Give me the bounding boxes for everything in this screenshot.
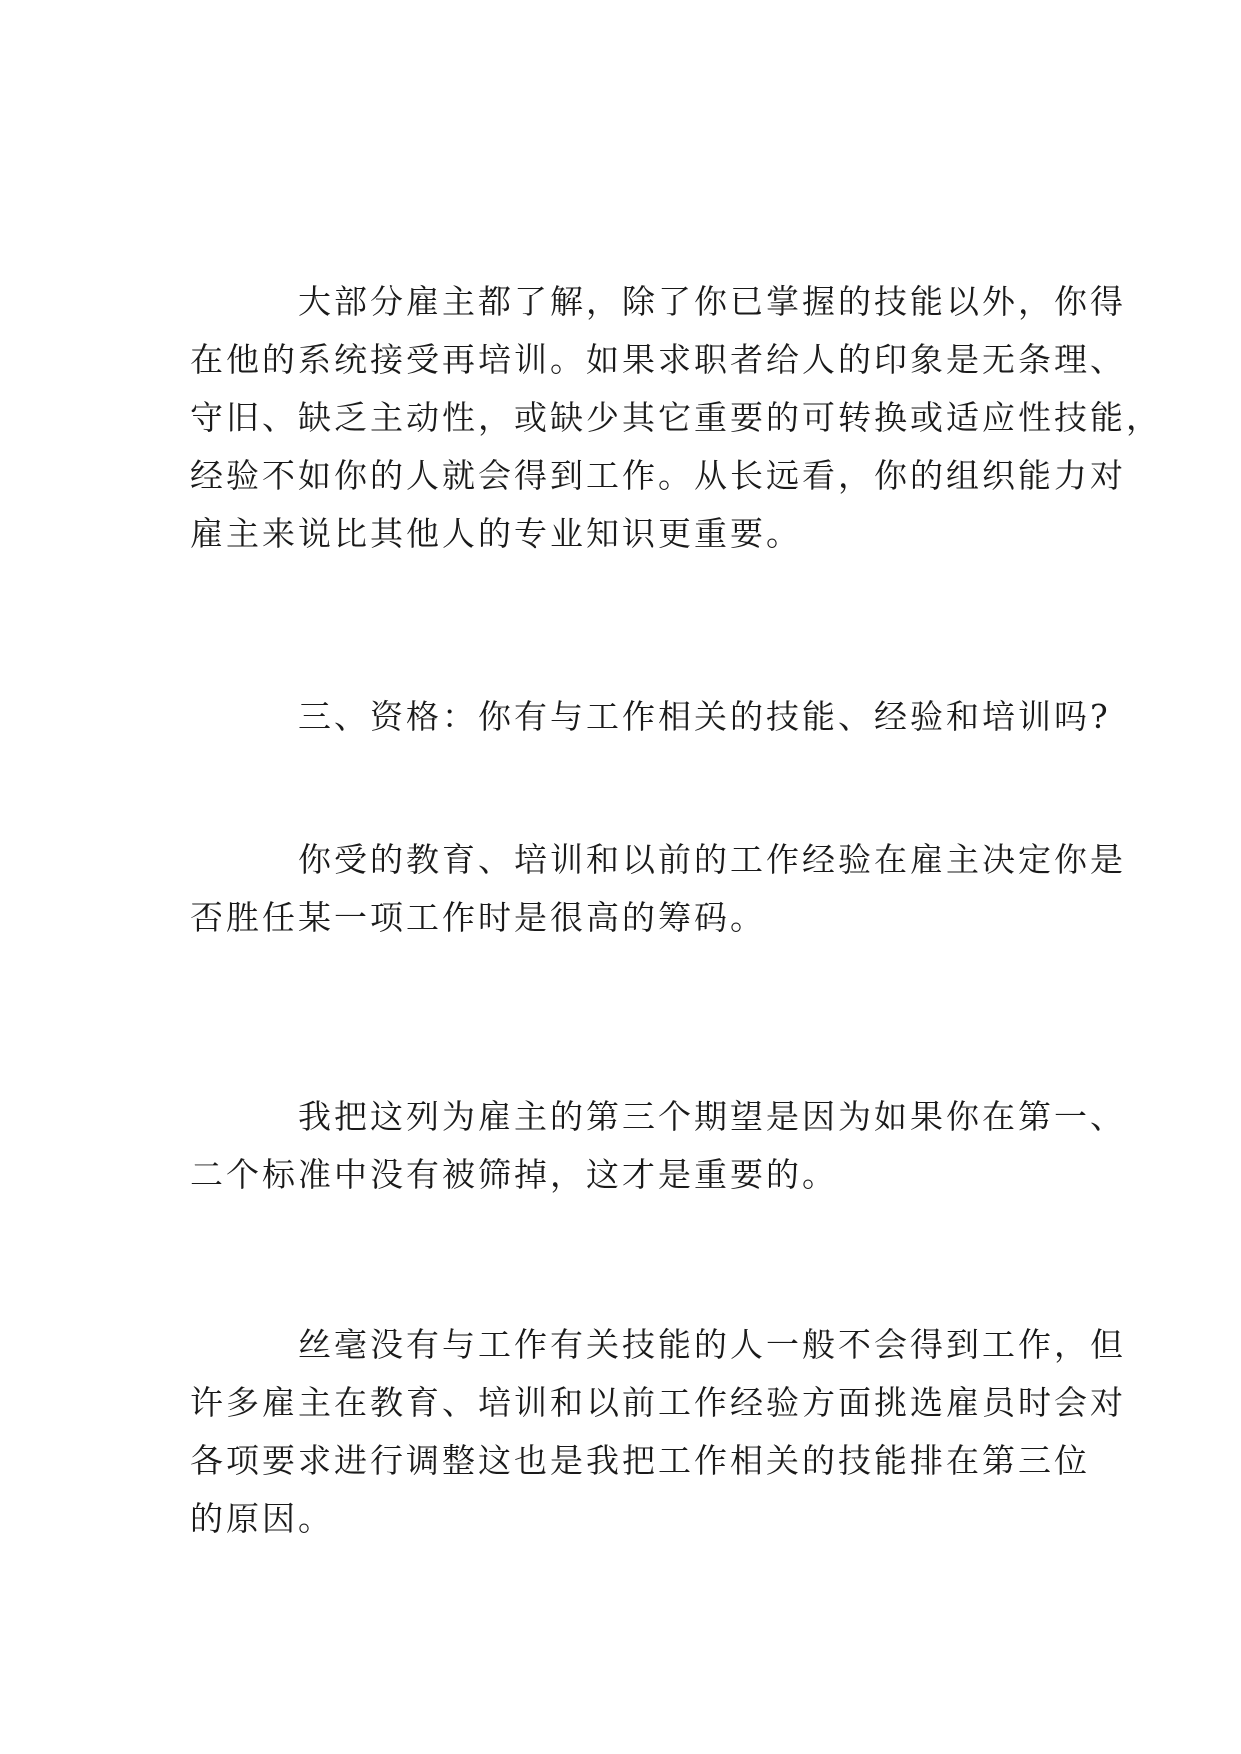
- paragraph-line: 雇主来说比其他人的专业知识更重要。: [190, 514, 802, 553]
- paragraph-line: 丝毫没有与工作有关技能的人一般不会得到工作，但: [298, 1325, 1126, 1364]
- paragraph-line: 二个标准中没有被筛掉，这才是重要的。: [190, 1155, 838, 1194]
- section-heading-qualifications: [190, 688, 1111, 746]
- paragraph-education-experience: [190, 831, 1126, 947]
- paragraph-line: 大部分雇主都了解，除了你已掌握的技能以外，你得: [298, 282, 1126, 321]
- paragraph-skill-ranking: [190, 1316, 1126, 1548]
- heading-line: 三、资格：你有与工作相关的技能、经验和培训吗?: [298, 697, 1111, 736]
- paragraph-line: 否胜任某一项工作时是很高的筹码。: [190, 898, 766, 937]
- paragraph-line: 你受的教育、培训和以前的工作经验在雇主决定你是: [298, 840, 1126, 879]
- paragraph-line: 经验不如你的人就会得到工作。从长远看，你的组织能力对: [190, 456, 1126, 495]
- paragraph-line: 许多雇主在教育、培训和以前工作经验方面挑选雇员时会对: [190, 1383, 1126, 1422]
- paragraph-line: 守旧、缺乏主动性，或缺少其它重要的可转换或适应性技能，: [190, 398, 1162, 437]
- paragraph-line: 各项要求进行调整这也是我把工作相关的技能排在第三位: [190, 1441, 1090, 1480]
- paragraph-employer-retraining: [190, 273, 1162, 563]
- paragraph-third-expectation: [190, 1088, 1126, 1204]
- paragraph-line: 在他的系统接受再培训。如果求职者给人的印象是无条理、: [190, 340, 1126, 379]
- paragraph-line: 我把这列为雇主的第三个期望是因为如果你在第一、: [298, 1097, 1126, 1136]
- paragraph-line: 的原因。: [190, 1499, 334, 1538]
